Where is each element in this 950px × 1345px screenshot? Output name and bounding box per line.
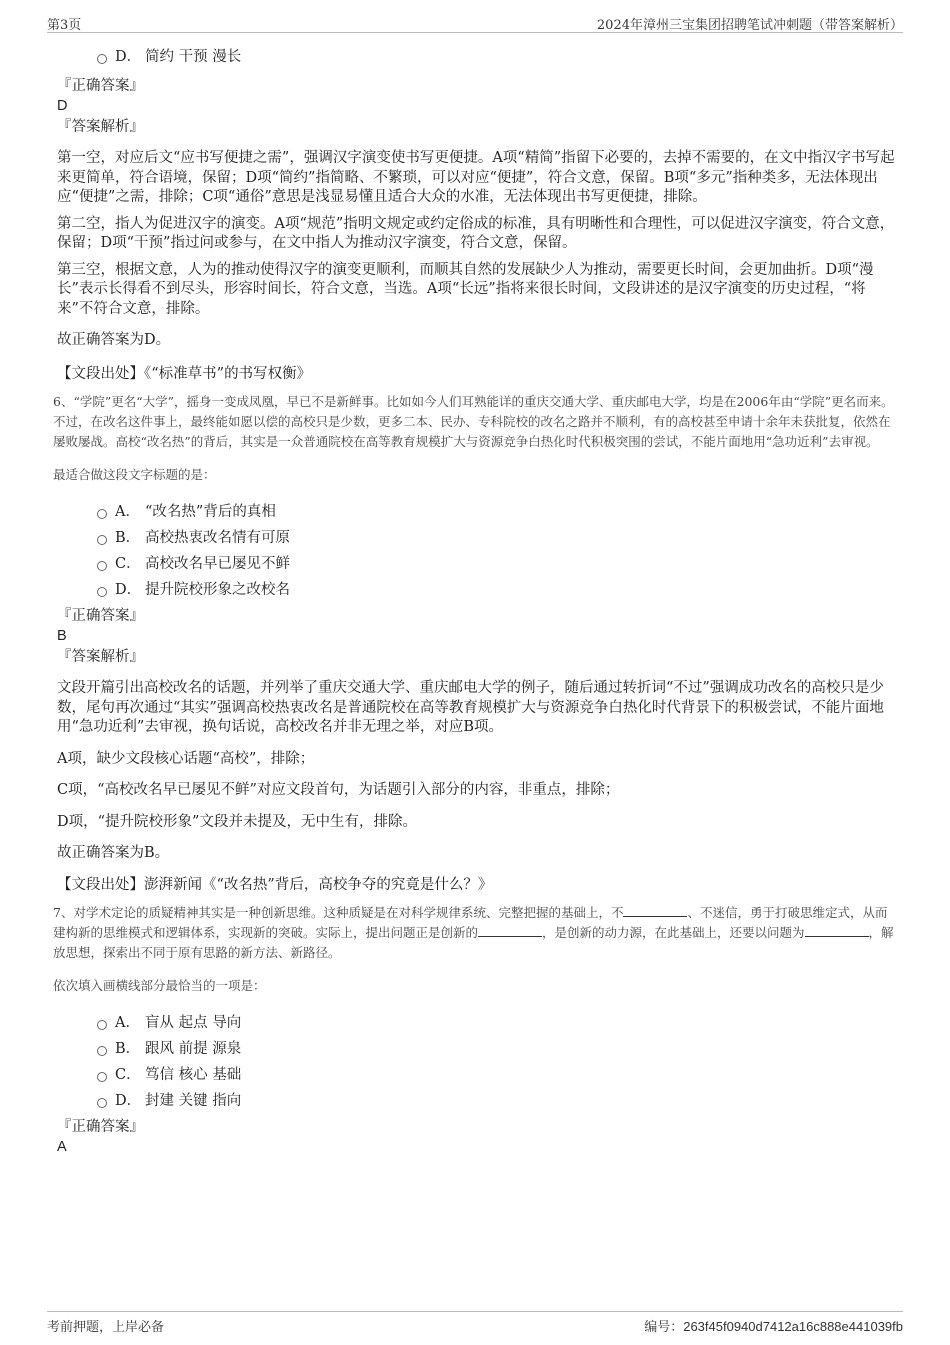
q5-analysis-para: 第一空，对应后文“应书写便捷之需”，强调汉字演变使书写更便捷。A项“精简”指留下必要的，去掉不需要的，在文中指汉字书写起来更简单，符合语境，保留；D项“简约”指简略、不繁琐，可以对应“便捷”，符合文意，保留。B项“多元”指种类多，无法体现出应“便捷”之需，排除；C项“通俗”意思是浅显易懂且适合大众的水准，无法体现出书写更便捷，排除。 (57, 150, 895, 205)
q7-option-c[interactable] (57, 1062, 895, 1088)
footer-slogan: 考前押题，上岸必备 (47, 1320, 165, 1335)
radio-icon[interactable] (97, 1020, 107, 1030)
q6-answer-label: 『正确答案』 (57, 608, 144, 624)
q6-option-d[interactable] (57, 577, 895, 603)
radio-icon[interactable] (97, 1098, 107, 1108)
radio-icon[interactable] (97, 535, 107, 545)
q6-analysis-para: C项，“高校改名早已屡见不鲜”对应文段首句，为话题引入部分的内容，非重点，排除； (57, 782, 620, 798)
q6-option-b[interactable] (57, 525, 895, 551)
q5-answer: D (57, 98, 68, 114)
q7-options (57, 1010, 895, 1114)
q7-stem-part: ，是创新的动力源，在此基础上，还要以问题为 (542, 925, 805, 940)
q7-option-a[interactable] (57, 1010, 895, 1036)
document-title: 2024年漳州三宝集团招聘笔试冲刺题（带答案解析） (596, 18, 903, 33)
q6-analysis-para: D项，“提升院校形象”文段并未提及，无中生有，排除。 (57, 813, 417, 830)
q7-stem-part: ，解放思想，探索出不同于原有思路的新方法、新路径。 (53, 925, 894, 960)
q6-prompt: 最适合做这段文字标题的是： (53, 467, 216, 482)
option-letter: A． (115, 504, 140, 520)
q5-source: 【文段出处】《“标准草书”的书写权衡》 (57, 365, 312, 382)
radio-icon[interactable] (97, 1046, 107, 1056)
radio-icon[interactable] (97, 561, 107, 571)
fill-blank[interactable] (623, 904, 687, 917)
option-text: 提升院校形象之改校名 (145, 582, 290, 598)
option-text: 简约 干预 漫长 (145, 49, 242, 65)
option-letter: C． (115, 1067, 141, 1083)
fill-blank[interactable] (478, 924, 542, 937)
q6-options (57, 499, 895, 603)
q6-analysis-para: A项，缺少文段核心话题“高校”，排除； (57, 750, 315, 767)
page-content (53, 44, 895, 1156)
option-letter: D． (115, 582, 142, 598)
q7-answer-label: 『正确答案』 (57, 1119, 144, 1135)
q7-stem-part: 7、对学术定论的质疑精神其实是一种创新思维。这种质疑是在对科学规律系统、完整把握的基础上，不 (53, 905, 624, 920)
radio-icon[interactable] (97, 509, 107, 519)
option-text: 跟风 前提 源泉 (145, 1041, 242, 1057)
q7-option-d[interactable] (57, 1088, 895, 1114)
option-letter: B． (115, 530, 141, 546)
q5-analysis-label: 『答案解析』 (57, 119, 144, 135)
page-number: 第3页 (47, 18, 82, 33)
option-text: 封建 关键 指向 (145, 1093, 242, 1109)
option-text: 高校热衷改名情有可原 (145, 530, 290, 546)
option-letter: B． (115, 1041, 141, 1057)
option-text: 笃信 核心 基础 (145, 1067, 242, 1083)
option-letter: C． (115, 556, 141, 572)
q5-answer-label: 『正确答案』 (57, 78, 144, 94)
option-letter: A． (115, 1015, 140, 1031)
document-code (644, 1316, 903, 1335)
radio-icon[interactable] (97, 587, 107, 597)
page-header (47, 14, 903, 33)
option-text: 高校改名早已屡见不鲜 (145, 556, 290, 572)
q6-conclusion: 故正确答案为B。 (57, 845, 170, 861)
q6-stem: 6、“学院”更名“大学”，摇身一变成凤凰，早已不是新鲜事。比如如今人们耳熟能详的重庆交通大学、重庆邮电大学，均是在2006年由“学院”更名而来。不过，在改名这件事上，最终能如愿以偿的高校只是少数，更多二本、民办、专科院校的改名之路并不顺利，有的高校甚至申请十余年未获批复，依然在屡败屡战。高校“改名热”的背后，其实是一众普通院校在高等教育规模扩大与资源竞争白热化时代积极突围的尝试，不能片面地用“急功近利”去审视。 (53, 394, 894, 449)
radio-icon[interactable] (97, 54, 107, 64)
q7-prompt: 依次填入画横线部分最恰当的一项是： (53, 978, 266, 993)
q6-source: 【文段出处】澎湃新闻《“改名热”背后，高校争夺的究竟是什么？》 (57, 876, 493, 893)
option-letter: D． (115, 49, 142, 65)
option-text: 盲从 起点 导向 (145, 1015, 242, 1031)
q7-answer: A (57, 1139, 67, 1155)
code-label: 编号： (644, 1320, 684, 1335)
fill-blank[interactable] (805, 924, 869, 937)
code-value: 263f45f0940d7412a16c888e441039fb (683, 1319, 903, 1334)
q6-option-c[interactable] (57, 551, 895, 577)
option-letter: D． (115, 1093, 142, 1109)
q5-analysis-para: 第三空，根据文意，人为的推动使得汉字的演变更顺利，而顺其自然的发展缺少人为推动，需要更长时间，会更加曲折。D项“漫长”表示长得看不到尽头，形容时间长，符合文意，当选。A项“长远”指将来很长时间，文段讲述的是汉字演变的历史过程，“将来”不符合文意，排除。 (57, 261, 874, 317)
q6-analysis-label: 『答案解析』 (57, 649, 144, 665)
q5-option-d[interactable] (57, 44, 895, 70)
radio-icon[interactable] (97, 1072, 107, 1082)
q7-stem-part: 、不迷信，勇于打破思维定式，从而建构新的思维模式和逻辑体系，实现新的突破。实际上，提出问题正是创新的 (53, 905, 888, 940)
q7-option-b[interactable] (57, 1036, 895, 1062)
q5-conclusion: 故正确答案为D。 (57, 332, 171, 348)
q6-option-a[interactable] (57, 499, 895, 525)
q5-analysis-para: 第二空，指人为促进汉字的演变。A项“规范”指明文规定或约定俗成的标准，具有明晰性和合理性，可以促进汉字演变，符合文意，保留；D项“干预”指过问或参与，在文中指人为推动汉字演变，符合文意，保留。 (57, 215, 895, 251)
q6-analysis-para: 文段开篇引出高校改名的话题，并列举了重庆交通大学、重庆邮电大学的例子，随后通过转折词“不过”强调成功改名的高校只是少数，尾句再次通过“其实”强调高校热衷改名是普通院校在高等教育规模扩大与资源竞争白热化时代背景下的积极尝试，不能片面地用“急功近利”去审视，换句话说，高校改名并非无理之举，对应B项。 (57, 680, 884, 735)
q7-stem (53, 903, 895, 963)
q6-answer: B (57, 628, 67, 644)
option-text: “改名热”背后的真相 (145, 504, 276, 520)
page-footer (47, 1311, 903, 1335)
